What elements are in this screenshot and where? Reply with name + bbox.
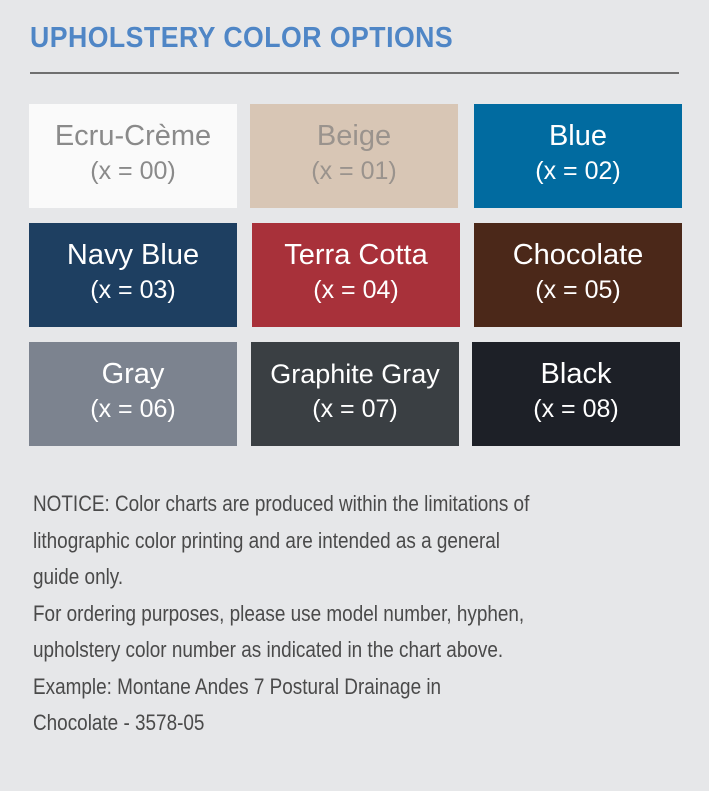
swatch-code: (x = 05) bbox=[535, 276, 621, 304]
swatch-code: (x = 00) bbox=[90, 157, 176, 185]
title-divider bbox=[30, 72, 679, 74]
notice-text bbox=[33, 486, 583, 742]
swatch-name: Graphite Gray bbox=[270, 359, 440, 389]
swatch-code: (x = 01) bbox=[311, 157, 397, 185]
swatch-code: (x = 07) bbox=[312, 395, 398, 423]
swatch-black bbox=[472, 342, 680, 446]
swatch-name: Ecru-Crème bbox=[54, 120, 212, 152]
swatch-name: Terra Cotta bbox=[284, 239, 428, 271]
notice-line: lithographic color printing and are intended as a general bbox=[33, 527, 501, 553]
swatch-name: Beige bbox=[316, 120, 392, 152]
notice-line: Example: Montane Andes 7 Postural Drainage in bbox=[33, 673, 442, 699]
swatch-name: Navy Blue bbox=[66, 239, 200, 271]
swatch-terra-cotta bbox=[252, 223, 460, 327]
swatch-blue bbox=[474, 104, 682, 208]
notice-line: upholstery color number as indicated in the chart above. bbox=[33, 637, 504, 662]
notice-line: NOTICE: Color charts are produced within the limitations of bbox=[33, 491, 530, 516]
swatch-name: Chocolate bbox=[512, 239, 644, 271]
notice-line: Chocolate - 3578-05 bbox=[33, 710, 205, 735]
swatch-code: (x = 06) bbox=[90, 395, 176, 423]
swatch-navy-blue bbox=[29, 223, 237, 327]
notice-line: For ordering purposes, please use model number, hyphen, bbox=[33, 600, 525, 626]
notice-line: guide only. bbox=[33, 564, 124, 589]
page-title: UPHOLSTERY COLOR OPTIONS bbox=[30, 22, 454, 54]
swatch-name: Black bbox=[540, 358, 612, 390]
swatch-code: (x = 08) bbox=[533, 395, 619, 423]
swatch-code: (x = 04) bbox=[313, 276, 399, 304]
swatch-beige bbox=[250, 104, 458, 208]
swatch-chocolate bbox=[474, 223, 682, 327]
swatch-graphite-gray bbox=[251, 342, 459, 446]
swatch-ecru-creme bbox=[29, 104, 237, 208]
swatch-code: (x = 02) bbox=[535, 157, 621, 185]
swatch-gray bbox=[29, 342, 237, 446]
swatch-code: (x = 03) bbox=[90, 276, 176, 304]
swatch-name: Gray bbox=[101, 358, 165, 390]
swatch-name: Blue bbox=[548, 120, 608, 152]
